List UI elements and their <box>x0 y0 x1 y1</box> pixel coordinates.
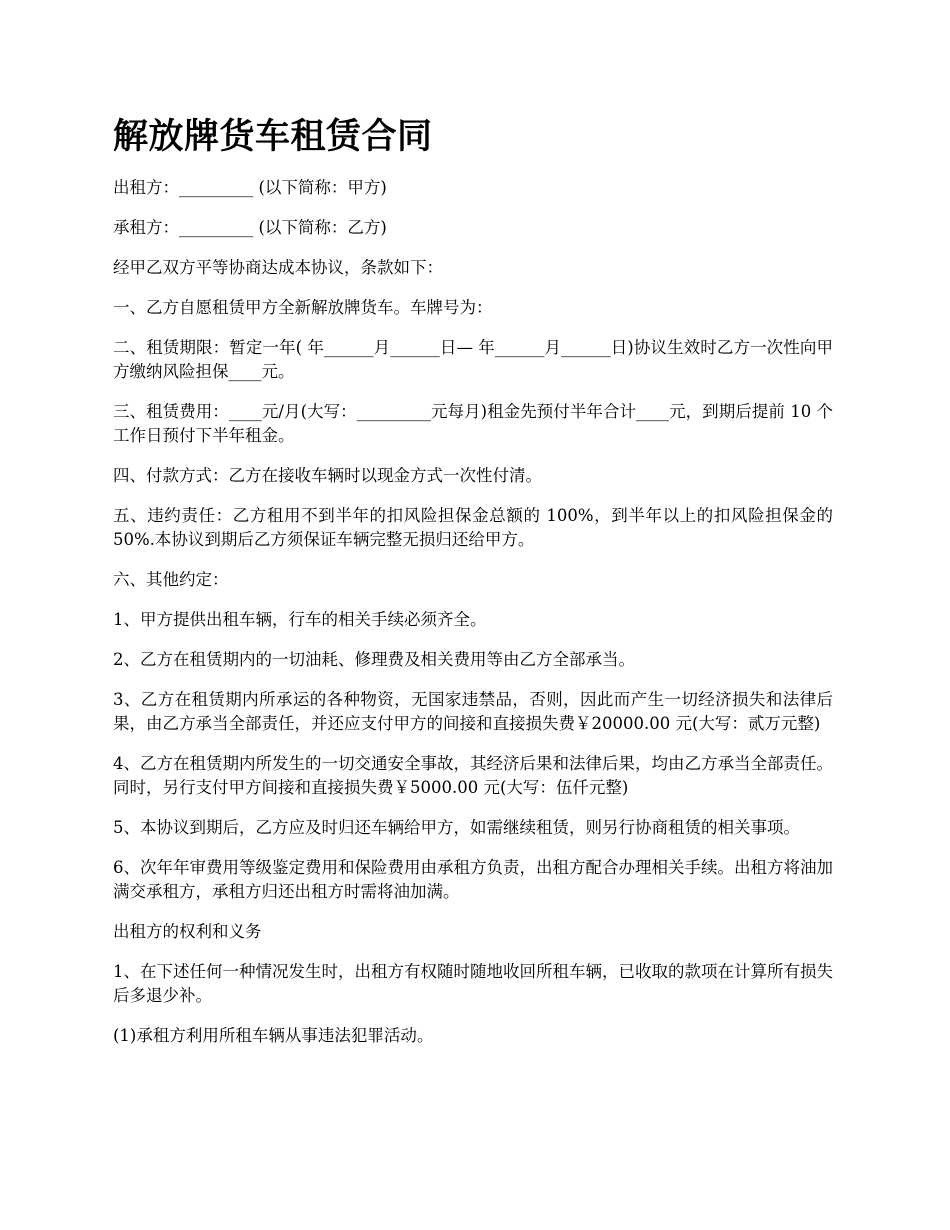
clause-3: 三、租赁费用：____元/月(大写：_________元每月)租金先预付半年合计____元，到期后提前 10 个工作日预付下半年租金。 <box>113 402 833 445</box>
lessor-rights-heading: 出租方的权利和义务 <box>113 922 262 941</box>
party-lessor-line: 出租方：_________ (以下简称：甲方) <box>113 178 387 197</box>
lessor-rights-item-1: 1、在下述任何一种情况发生时，出租方有权随时随地收回所租车辆，已收取的款项在计算所有损失后多退少补。 <box>113 962 833 1005</box>
clause-6-heading: 六、其他约定： <box>113 570 229 589</box>
document-title: 解放牌货车租赁合同 <box>113 117 433 157</box>
intro-paragraph: 经甲乙双方平等协商达成本协议，条款如下： <box>113 258 443 277</box>
other-item-2: 2、乙方在租赁期内的一切油耗、修理费及相关费用等由乙方全部承当。 <box>113 650 635 669</box>
document-body <box>113 112 833 1064</box>
clause-2: 二、租赁期限：暂定一年( 年______月______日— 年______月______日)协议生效时乙方一次性向甲方缴纳风险担保____元。 <box>113 338 833 381</box>
other-item-3: 3、乙方在租赁期内所承运的各种物资，无国家违禁品，否则，因此而产生一切经济损失和法律后果，由乙方承当全部责任，并还应支付甲方的间接和直接损失费￥20000.00 元(大写：贰万元整) <box>113 690 833 733</box>
party-lessee-line: 承租方：_________ (以下简称：乙方) <box>113 218 387 237</box>
other-item-5: 5、本协议到期后，乙方应及时归还车辆给甲方，如需继续租赁，则另行协商租赁的相关事项。 <box>113 818 800 837</box>
other-item-6: 6、次年年审费用等级鉴定费用和保险费用由承租方负责，出租方配合办理相关手续。出租方将油加满交承租方，承租方归还出租方时需将油加满。 <box>113 858 833 901</box>
other-item-1: 1、甲方提供出租车辆，行车的相关手续必须齐全。 <box>113 610 487 629</box>
lessor-rights-subitem-1: (1)承租方利用所租车辆从事违法犯罪活动。 <box>113 1026 434 1045</box>
clause-4: 四、付款方式：乙方在接收车辆时以现金方式一次性付清。 <box>113 466 542 485</box>
clause-5: 五、违约责任：乙方租用不到半年的扣风险担保金总额的 100%，到半年以上的扣风险担保金的 50%.本协议到期后乙方须保证车辆完整无损归还给甲方。 <box>113 506 833 549</box>
other-item-4: 4、乙方在租赁期内所发生的一切交通安全事故，其经济后果和法律后果，均由乙方承当全部责任。同时，另行支付甲方间接和直接损失费￥5000.00 元(大写：伍仟元整) <box>113 754 833 797</box>
clause-1: 一、乙方自愿租赁甲方全新解放牌货车。车牌号为： <box>113 298 493 317</box>
